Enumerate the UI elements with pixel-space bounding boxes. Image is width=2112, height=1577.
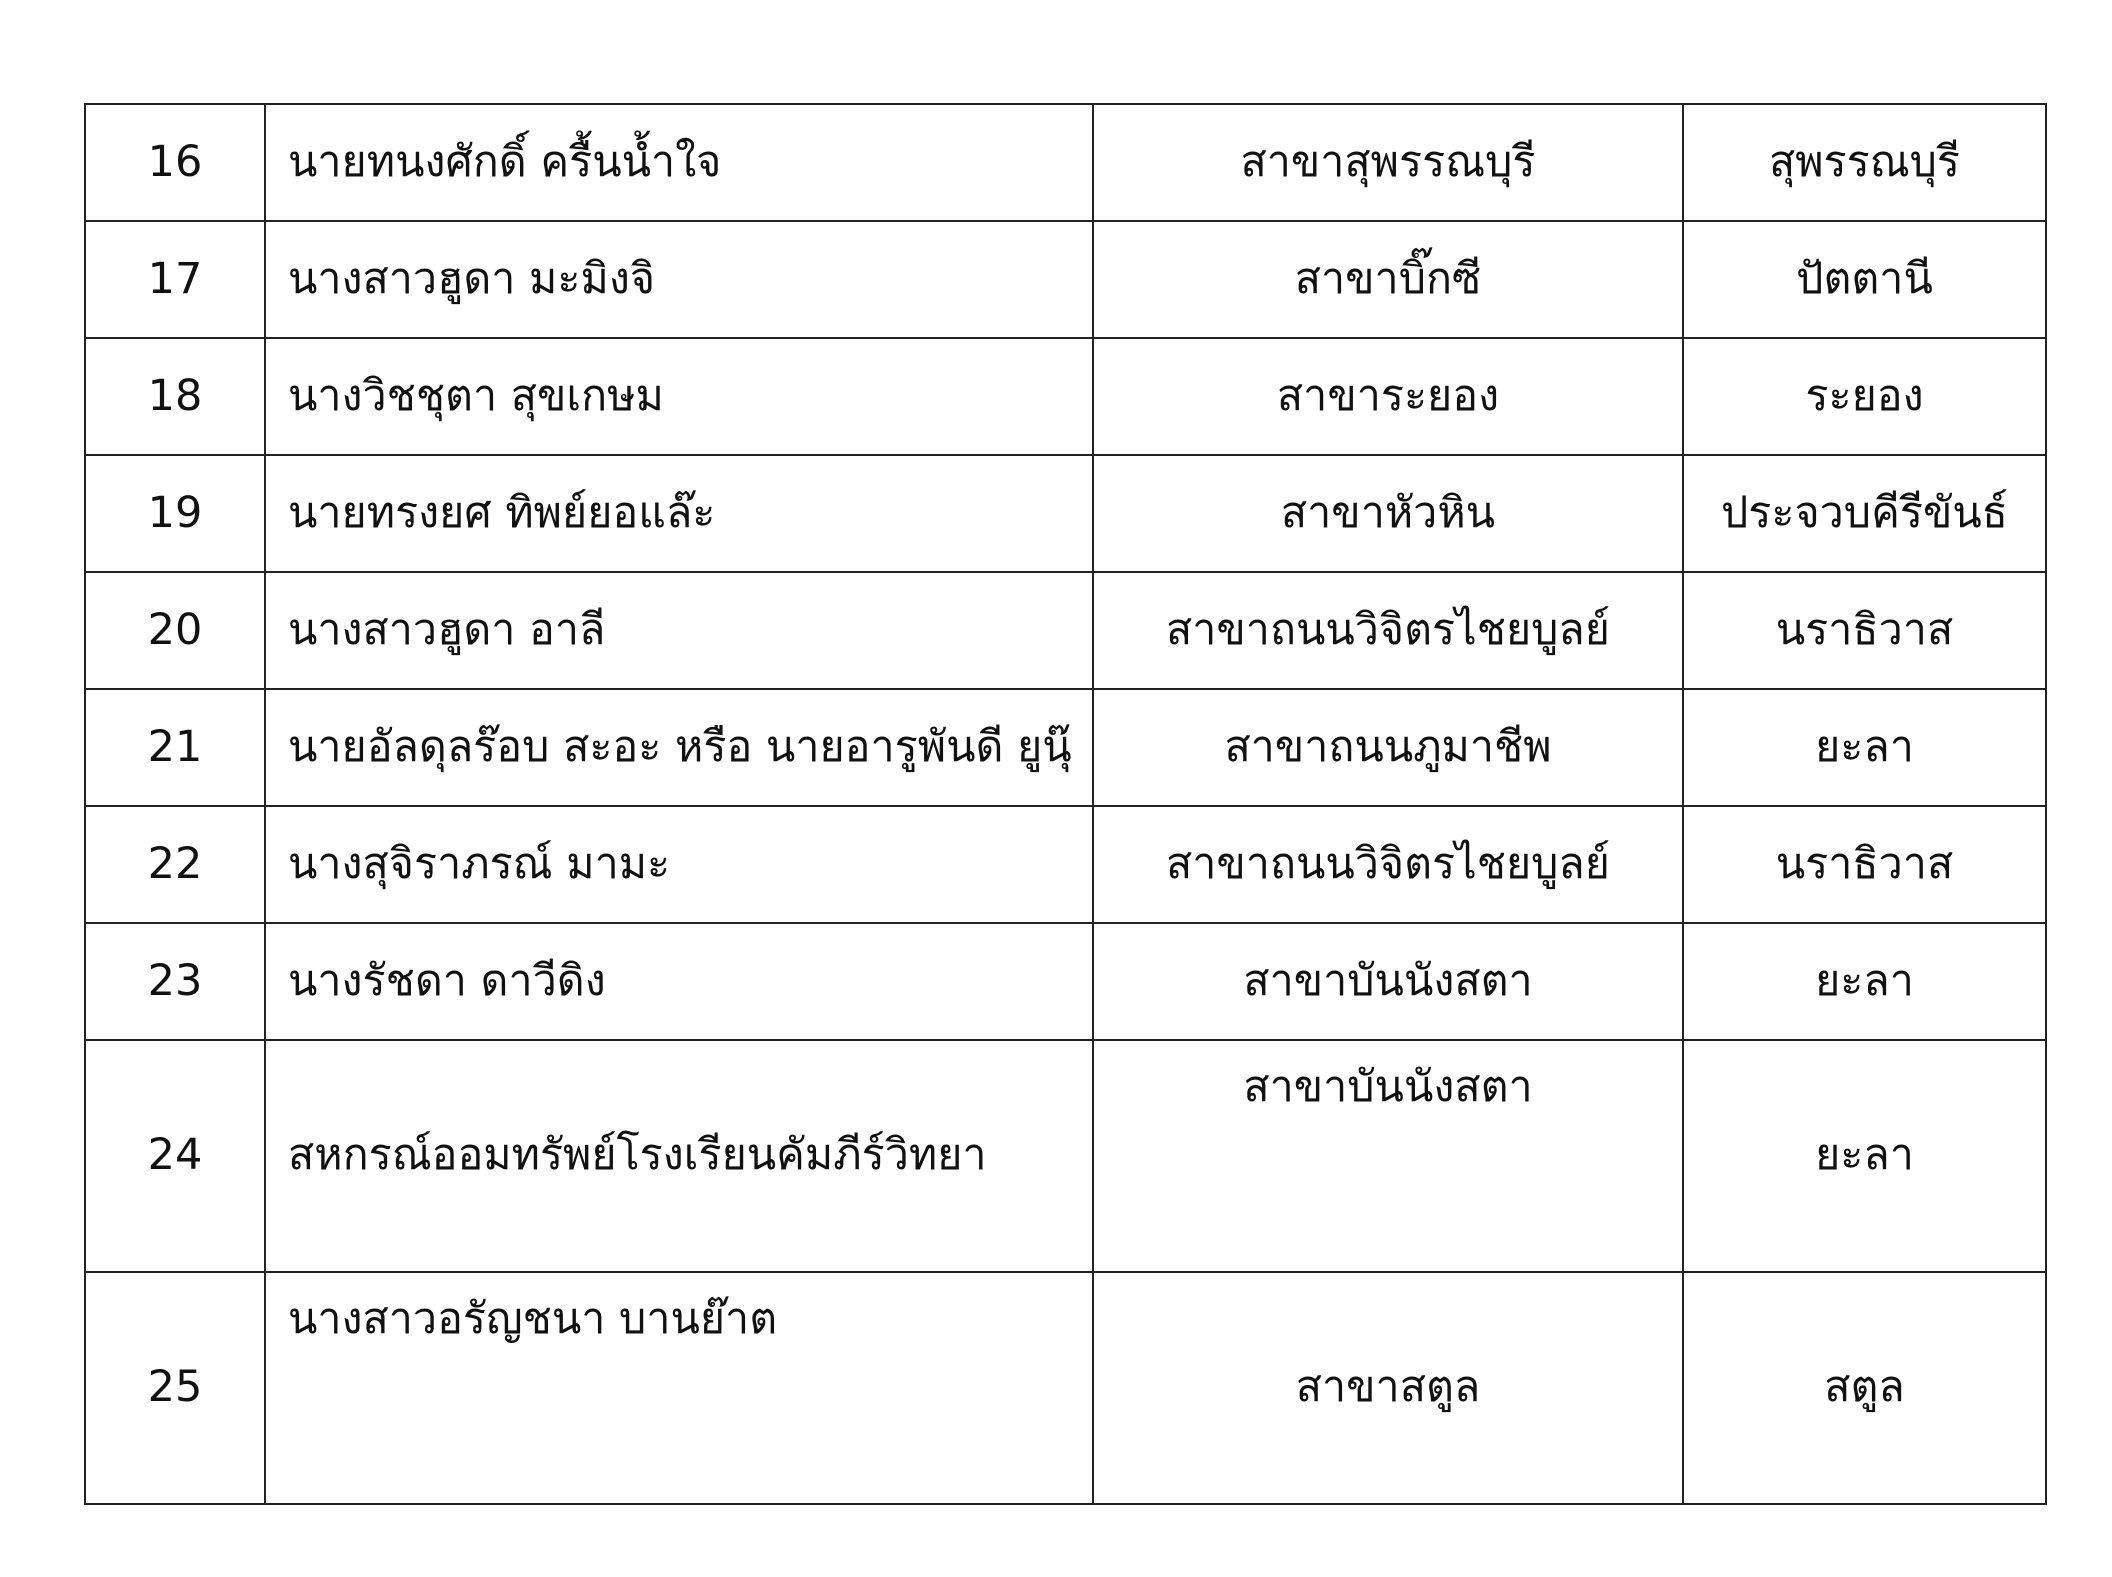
province-name: ปัตตานี bbox=[1683, 221, 2046, 338]
branch-name: สาขาบิ๊กซี bbox=[1093, 221, 1683, 338]
row-number: 23 bbox=[85, 923, 265, 1040]
recipient-table bbox=[84, 103, 2047, 1505]
row-number: 25 bbox=[85, 1272, 265, 1504]
person-name: นางสุจิราภรณ์ มามะ bbox=[265, 806, 1093, 923]
row-number: 16 bbox=[85, 104, 265, 221]
table-row bbox=[85, 1040, 2046, 1272]
branch-name: สาขาถนนภูมาชีพ bbox=[1093, 689, 1683, 806]
person-name: นางสาวอรัญชนา บานย๊าต bbox=[265, 1272, 1093, 1504]
province-name: นราธิวาส bbox=[1683, 572, 2046, 689]
province-name: สตูล bbox=[1683, 1272, 2046, 1504]
row-number: 19 bbox=[85, 455, 265, 572]
person-name: นายอัลดุลร๊อบ สะอะ หรือ นายอารูพันดี ยูนุ๊ bbox=[265, 689, 1093, 806]
table-row bbox=[85, 572, 2046, 689]
table-row bbox=[85, 221, 2046, 338]
province-name: ยะลา bbox=[1683, 689, 2046, 806]
table-row bbox=[85, 923, 2046, 1040]
person-name: นายทรงยศ ทิพย์ยอแล๊ะ bbox=[265, 455, 1093, 572]
province-name: ประจวบคีรีขันธ์ bbox=[1683, 455, 2046, 572]
person-name: นางสาวฮูดา อาลี bbox=[265, 572, 1093, 689]
row-number: 20 bbox=[85, 572, 265, 689]
table-row bbox=[85, 455, 2046, 572]
row-number: 18 bbox=[85, 338, 265, 455]
row-number: 22 bbox=[85, 806, 265, 923]
person-name: นางวิชชุตา สุขเกษม bbox=[265, 338, 1093, 455]
branch-name: สาขาสตูล bbox=[1093, 1272, 1683, 1504]
table-row bbox=[85, 806, 2046, 923]
row-number: 24 bbox=[85, 1040, 265, 1272]
branch-name: สาขาสุพรรณบุรี bbox=[1093, 104, 1683, 221]
person-name: นางรัชดา ดาวีดิง bbox=[265, 923, 1093, 1040]
province-name: ยะลา bbox=[1683, 1040, 2046, 1272]
person-name: นายทนงศักดิ์ ครื้นน้ำใจ bbox=[265, 104, 1093, 221]
branch-name: สาขาระยอง bbox=[1093, 338, 1683, 455]
table-row bbox=[85, 338, 2046, 455]
branch-name: สาขาบันนังสตา bbox=[1093, 923, 1683, 1040]
table-row bbox=[85, 689, 2046, 806]
row-number: 17 bbox=[85, 221, 265, 338]
person-name: สหกรณ์ออมทรัพย์โรงเรียนคัมภีร์วิทยา bbox=[265, 1040, 1093, 1272]
province-name: ยะลา bbox=[1683, 923, 2046, 1040]
branch-name: สาขาถนนวิจิตรไชยบูลย์ bbox=[1093, 806, 1683, 923]
province-name: สุพรรณบุรี bbox=[1683, 104, 2046, 221]
row-number: 21 bbox=[85, 689, 265, 806]
person-name: นางสาวฮูดา มะมิงจิ bbox=[265, 221, 1093, 338]
branch-name: สาขาถนนวิจิตรไชยบูลย์ bbox=[1093, 572, 1683, 689]
branch-name: สาขาบันนังสตา bbox=[1093, 1040, 1683, 1272]
table-row bbox=[85, 1272, 2046, 1504]
province-name: นราธิวาส bbox=[1683, 806, 2046, 923]
province-name: ระยอง bbox=[1683, 338, 2046, 455]
table-row bbox=[85, 104, 2046, 221]
branch-name: สาขาหัวหิน bbox=[1093, 455, 1683, 572]
